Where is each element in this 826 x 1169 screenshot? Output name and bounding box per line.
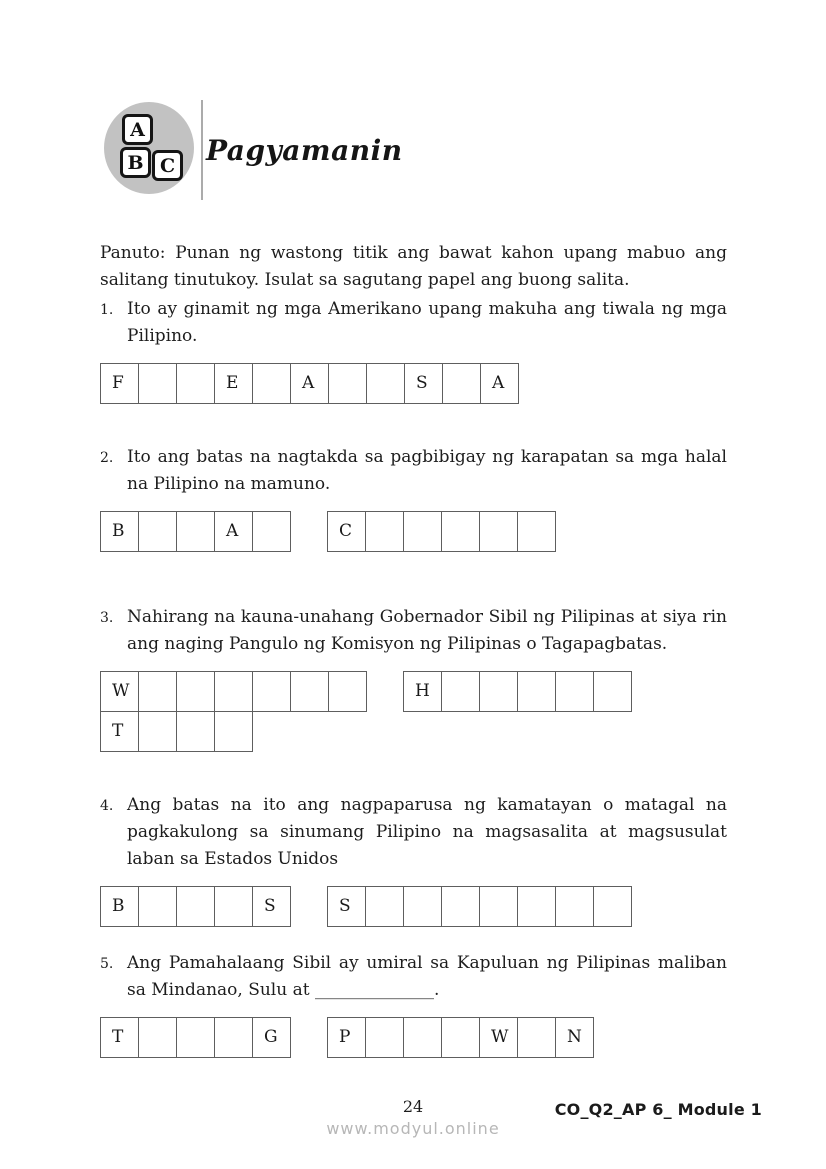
module-label: CO_Q2_AP 6_ Module 1 [554,1100,762,1119]
letter-box-group [100,511,291,552]
letter-cell-empty [138,363,177,404]
letter-cell-filled: H [403,671,442,712]
abc-blocks-icon [104,102,194,194]
instructions-text: Panuto: Punan ng wastong titik ang bawat kahon upang mabuo ang salitang tinutukoy. Isulat sa sagutang papel ang buong salita. [100,243,727,290]
letter-cell-empty [214,671,253,712]
letter-cell-empty [555,886,594,927]
letter-cell-empty [365,886,404,927]
letter-block-c: C [152,150,183,181]
letter-box-group [100,886,291,927]
header-divider [201,100,203,200]
letter-cell-filled: G [252,1017,291,1058]
letter-box-group [327,1017,594,1058]
letter-cell-empty [138,511,177,552]
question-4 [100,792,727,927]
letter-box-row [100,671,727,712]
letter-box-group [403,671,632,712]
answer-boxes [100,363,727,404]
letter-box-group [100,711,253,752]
letter-cell-empty [593,886,632,927]
letter-cell-empty [441,1017,480,1058]
answer-boxes [100,671,727,752]
letter-cell-empty [176,671,215,712]
question-number: 5. [100,956,114,972]
letter-cell-filled: T [100,711,139,752]
letter-cell-filled: S [404,363,443,404]
letter-cell-filled: S [252,886,291,927]
letter-cell-empty [328,671,367,712]
letter-box-row [100,511,727,552]
letter-cell-empty [403,1017,442,1058]
letter-cell-empty [328,363,367,404]
letter-cell-filled: P [327,1017,366,1058]
letter-cell-filled: W [100,671,139,712]
letter-cell-empty [517,886,556,927]
answer-boxes [100,1017,727,1058]
page-title: Pagyamanin [206,134,403,167]
letter-box-group [327,886,632,927]
letter-box-group [327,511,556,552]
letter-box-group [100,1017,291,1058]
letter-cell-filled: F [100,363,139,404]
answer-boxes [100,511,727,552]
question-text: Ito ay ginamit ng mga Amerikano upang makuha ang tiwala ng mga Pilipino. [127,299,727,346]
letter-cell-empty [365,1017,404,1058]
letter-cell-empty [138,671,177,712]
question-number: 1. [100,302,114,318]
letter-box-row [100,363,727,404]
question-number: 2. [100,450,114,466]
letter-cell-empty [555,671,594,712]
question-3 [100,604,727,752]
letter-cell-empty [252,511,291,552]
letter-cell-empty [479,671,518,712]
letter-cell-filled: S [327,886,366,927]
letter-block-b: B [120,147,151,178]
question-number: 3. [100,610,114,626]
letter-block-a: A [122,114,153,145]
letter-box-row [100,1017,727,1058]
letter-cell-empty [252,671,291,712]
letter-cell-empty [176,711,215,752]
letter-box-group [100,671,367,712]
letter-cell-empty [290,671,329,712]
letter-cell-filled: W [479,1017,518,1058]
question-5 [100,950,727,1058]
letter-cell-filled: C [327,511,366,552]
letter-cell-empty [441,886,480,927]
letter-cell-empty [517,511,556,552]
question-1 [100,296,727,404]
page-number: 24 [402,1097,424,1116]
letter-cell-filled: B [100,886,139,927]
letter-cell-empty [214,711,253,752]
letter-cell-empty [479,511,518,552]
letter-cell-empty [593,671,632,712]
letter-cell-filled: A [290,363,329,404]
watermark-text: www.modyul.online [326,1119,500,1138]
letter-cell-empty [176,1017,215,1058]
letter-cell-empty [366,363,405,404]
letter-box-row [100,711,727,752]
letter-cell-empty [442,363,481,404]
letter-cell-empty [479,886,518,927]
question-text: Nahirang na kauna-unahang Gobernador Sibil ng Pilipinas at siya rin ang naging Pangulo ng Komisyon ng Pilipinas o Tagapagbatas. [127,607,727,654]
letter-cell-empty [517,1017,556,1058]
question-number: 4. [100,798,114,814]
letter-cell-empty [365,511,404,552]
letter-cell-empty [138,1017,177,1058]
letter-cell-empty [138,711,177,752]
answer-boxes [100,886,727,927]
letter-cell-empty [176,363,215,404]
letter-cell-filled: T [100,1017,139,1058]
question-text: Ito ang batas na nagtakda sa pagbibigay ng karapatan sa mga halal na Pilipino na mamuno. [127,447,727,494]
letter-cell-empty [517,671,556,712]
question-text: Ang batas na ito ang nagpaparusa ng kamatayan o matagal na pagkakulong sa sinumang Pilipino na magsasalita at magsusulat laban sa Estados Unidos [127,795,727,869]
letter-cell-filled: B [100,511,139,552]
letter-cell-filled: E [214,363,253,404]
letter-cell-empty [176,886,215,927]
letter-cell-empty [441,511,480,552]
letter-cell-filled: A [480,363,519,404]
letter-cell-empty [441,671,480,712]
letter-cell-empty [214,886,253,927]
letter-cell-empty [403,511,442,552]
letter-cell-empty [138,886,177,927]
question-text: Ang Pamahalaang Sibil ay umiral sa Kapuluan ng Pilipinas maliban sa Mindanao, Sulu at ______________. [127,953,727,1000]
letter-cell-empty [403,886,442,927]
letter-box-group [100,363,519,404]
letter-box-row [100,886,727,927]
question-2 [100,444,727,552]
letter-cell-empty [252,363,291,404]
letter-cell-empty [214,1017,253,1058]
letter-cell-filled: A [214,511,253,552]
letter-cell-empty [176,511,215,552]
letter-cell-filled: N [555,1017,594,1058]
